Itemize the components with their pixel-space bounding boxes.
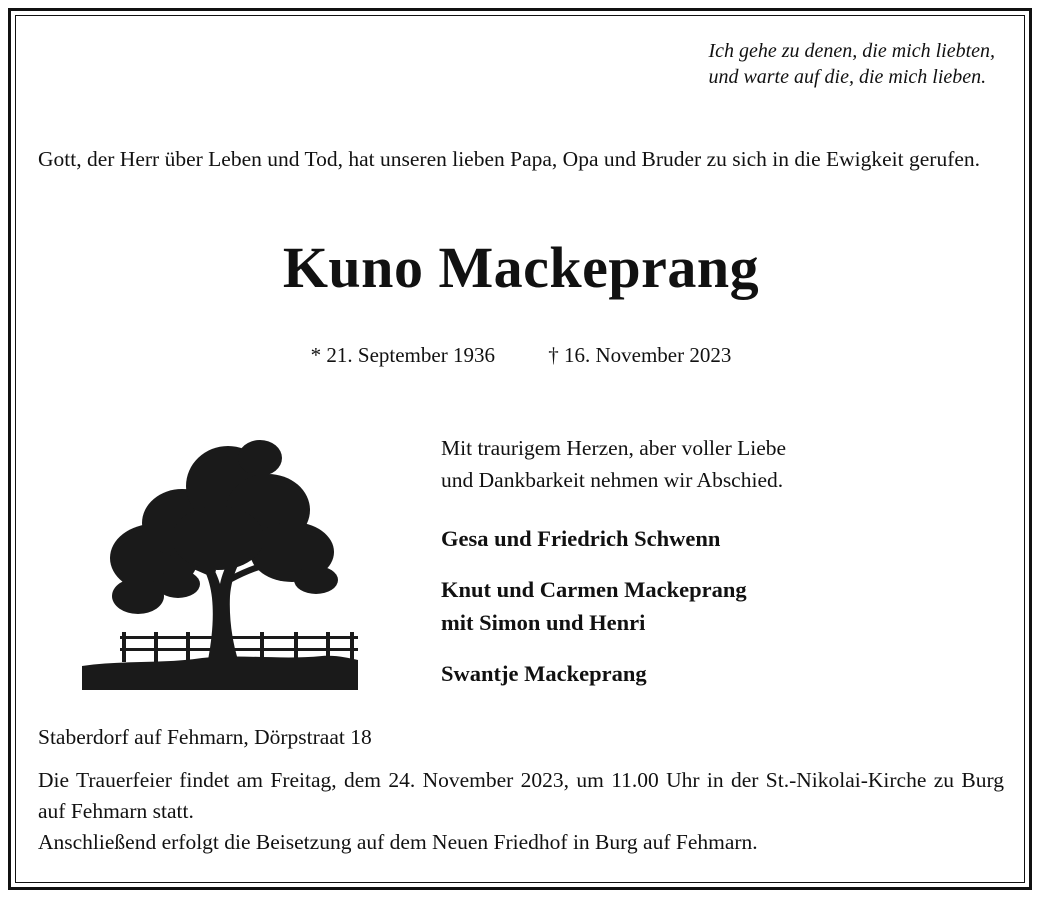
farewell-text	[441, 432, 786, 496]
motto	[708, 38, 995, 90]
tree-with-fence-icon	[82, 428, 358, 690]
deceased-name: Kuno Mackeprang	[282, 235, 760, 300]
mourner-family-2-line-1: Knut und Carmen Mackeprang	[441, 577, 747, 602]
address: Staberdorf auf Fehmarn, Dörpstraat 18	[38, 725, 372, 749]
mourner-family-2-line-2: mit Simon und Henri	[441, 610, 646, 635]
mourner-family-3: Swantje Mackeprang	[441, 661, 647, 686]
mourner-family-1: Gesa und Friedrich Schwenn	[441, 526, 721, 551]
farewell-line-1: Mit traurigem Herzen, aber voller Liebe	[441, 436, 787, 460]
death-date: † 16. November 2023	[548, 343, 732, 367]
intro-text: Gott, der Herr über Leben und Tod, hat unseren lieben Papa, Opa und Bruder zu sich in die Ewigkeit gerufen.	[38, 147, 981, 171]
life-dates	[0, 340, 1042, 370]
service-info	[38, 765, 1004, 858]
burial-text: Anschließend erfolgt die Beisetzung auf dem Neuen Friedhof in Burg auf Fehmarn.	[38, 830, 758, 854]
birth-date: * 21. September 1936	[310, 343, 495, 367]
farewell-line-2: und Dankbarkeit nehmen wir Abschied.	[441, 468, 784, 492]
funeral-service-text: Die Trauerfeier findet am Freitag, dem 24. November 2023, um 11.00 Uhr in der St.-Nikolai-Kirche zu Burg auf Fehmarn statt.	[38, 768, 1004, 823]
mourner-family-2	[441, 573, 747, 639]
motto-line-2: und warte auf die, die mich lieben.	[708, 66, 987, 88]
motto-line-1: Ich gehe zu denen, die mich liebten,	[708, 40, 995, 62]
